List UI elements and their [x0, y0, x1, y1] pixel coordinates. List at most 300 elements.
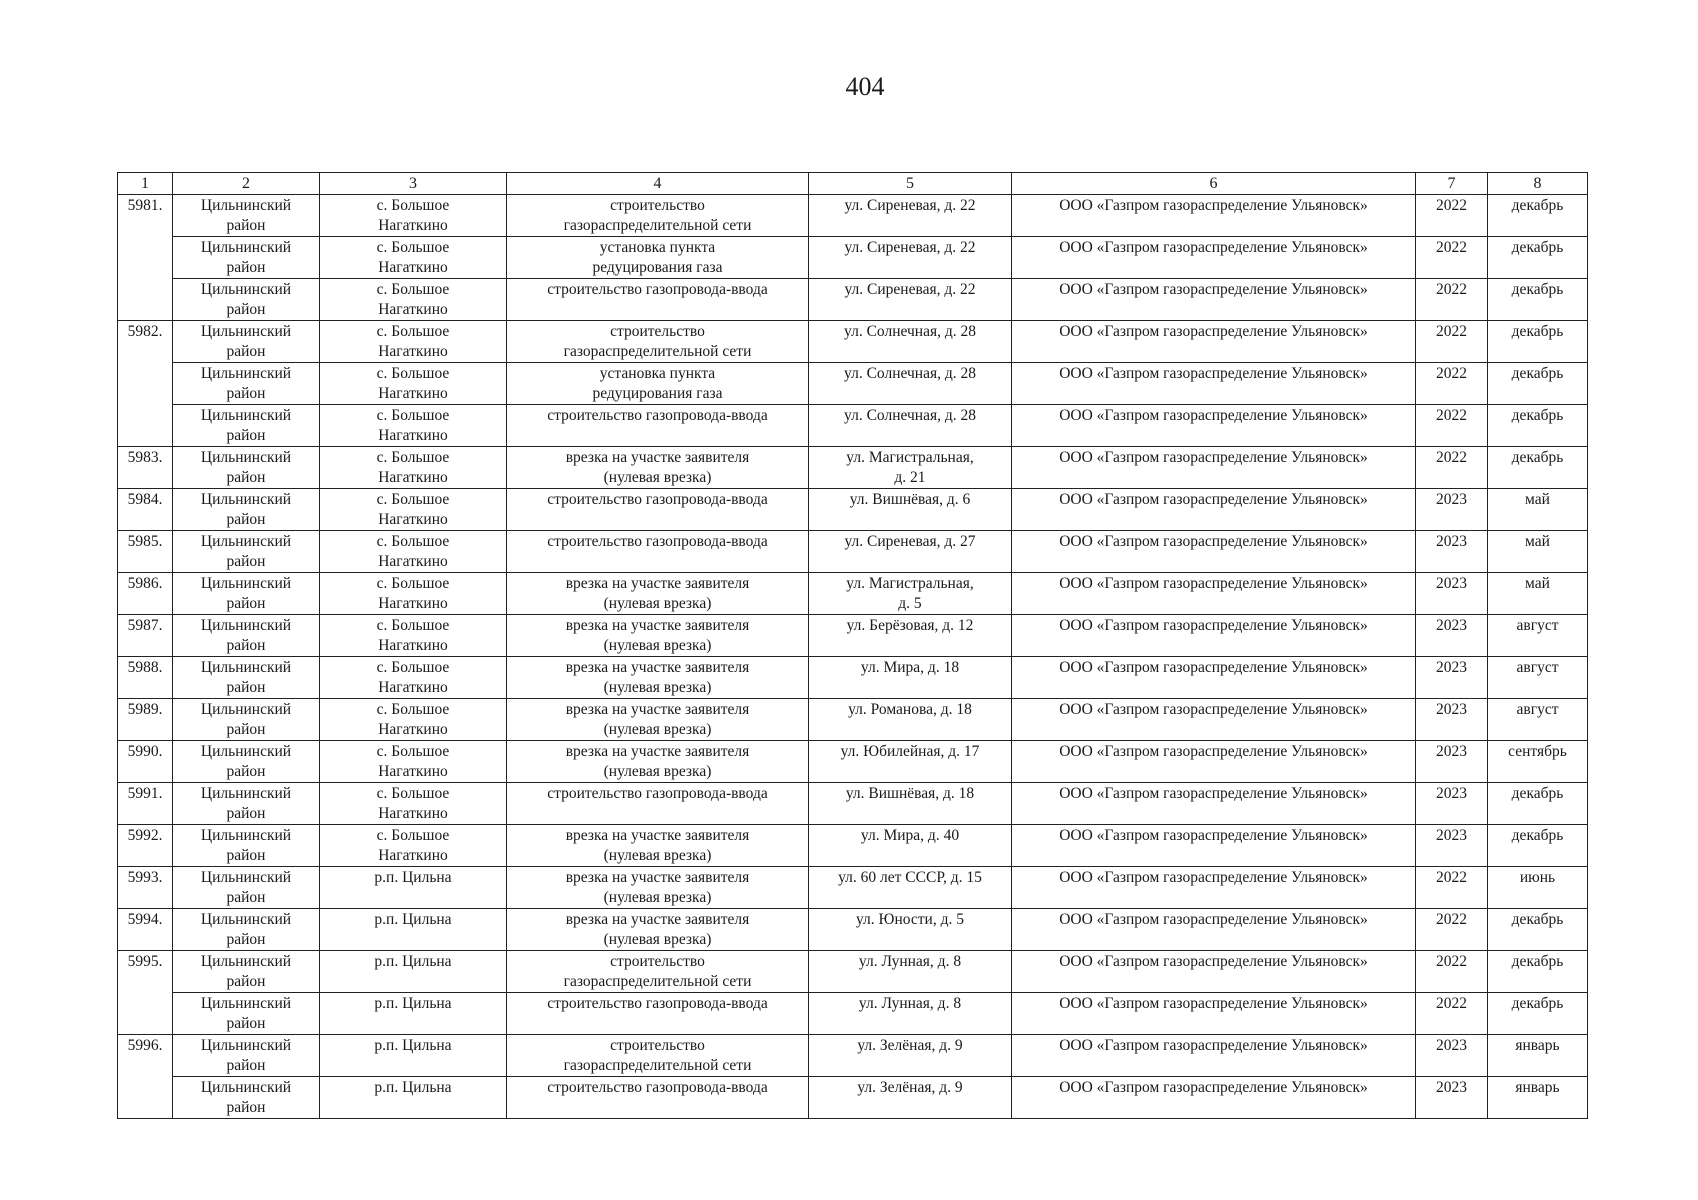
header-col-4: 4 — [507, 173, 809, 195]
address-cell — [809, 1035, 1012, 1077]
district-cell-line: Цильнинский — [200, 659, 292, 676]
year-cell: 2023 — [1416, 1035, 1488, 1077]
locality-cell-line: с. Большое — [376, 575, 450, 592]
year-cell: 2022 — [1416, 909, 1488, 951]
work-type-cell — [507, 447, 809, 489]
locality-cell-line: с. Большое — [376, 827, 450, 844]
locality-cell-line: Нагаткино — [378, 469, 448, 486]
address-cell-line: ул. Берёзовая, д. 12 — [846, 617, 974, 634]
month-cell: январь — [1488, 1077, 1588, 1119]
locality-cell — [320, 825, 507, 867]
locality-cell — [320, 363, 507, 405]
district-cell-line: район — [226, 847, 266, 864]
address-cell — [809, 615, 1012, 657]
table-row — [118, 657, 1588, 699]
year-cell: 2023 — [1416, 783, 1488, 825]
locality-cell — [320, 741, 507, 783]
address-cell — [809, 867, 1012, 909]
locality-cell-line: р.п. Цильна — [374, 1037, 452, 1054]
work-type-cell-line: врезка на участке заявителя — [565, 743, 750, 760]
work-type-cell — [507, 699, 809, 741]
district-cell — [173, 657, 320, 699]
district-cell — [173, 195, 320, 237]
table-row — [118, 489, 1588, 531]
header-col-8: 8 — [1488, 173, 1588, 195]
district-cell-line: район — [226, 1015, 266, 1032]
district-cell-line: район — [226, 1099, 266, 1116]
address-cell — [809, 489, 1012, 531]
district-cell — [173, 909, 320, 951]
year-cell: 2023 — [1416, 1077, 1488, 1119]
district-cell-line: район — [226, 805, 266, 822]
year-cell: 2022 — [1416, 195, 1488, 237]
work-type-cell-line: строительство газопровода-ввода — [547, 1079, 768, 1096]
row-number-cell: 5991. — [118, 783, 173, 825]
table-row — [118, 237, 1588, 279]
locality-cell-line: Нагаткино — [378, 847, 448, 864]
district-cell-line: район — [226, 553, 266, 570]
district-cell — [173, 573, 320, 615]
address-cell-line: ул. Солнечная, д. 28 — [844, 323, 976, 340]
locality-cell-line: с. Большое — [376, 197, 450, 214]
year-cell: 2022 — [1416, 951, 1488, 993]
locality-cell-line: Нагаткино — [378, 343, 448, 360]
year-cell: 2022 — [1416, 867, 1488, 909]
table-row — [118, 993, 1588, 1035]
work-type-cell-line: строительство газопровода-ввода — [547, 281, 768, 298]
locality-cell-line: с. Большое — [376, 785, 450, 802]
work-type-cell — [507, 531, 809, 573]
table-row — [118, 825, 1588, 867]
row-number-cell — [118, 405, 173, 447]
organization-cell: ООО «Газпром газораспределение Ульяновск» — [1012, 825, 1416, 867]
locality-cell-line: с. Большое — [376, 743, 450, 760]
locality-cell-line: с. Большое — [376, 407, 450, 424]
address-cell — [809, 951, 1012, 993]
work-type-cell — [507, 741, 809, 783]
district-cell — [173, 615, 320, 657]
district-cell-line: район — [226, 511, 266, 528]
month-cell: август — [1488, 699, 1588, 741]
year-cell: 2023 — [1416, 489, 1488, 531]
district-cell — [173, 783, 320, 825]
work-type-cell — [507, 1077, 809, 1119]
locality-cell-line: с. Большое — [376, 323, 450, 340]
district-cell-line: Цильнинский — [200, 365, 292, 382]
district-cell-line: Цильнинский — [200, 449, 292, 466]
locality-cell-line: с. Большое — [376, 449, 450, 466]
address-cell — [809, 741, 1012, 783]
organization-cell: ООО «Газпром газораспределение Ульяновск» — [1012, 615, 1416, 657]
year-cell: 2023 — [1416, 741, 1488, 783]
table-row — [118, 867, 1588, 909]
locality-cell — [320, 405, 507, 447]
work-type-cell-line: установка пункта — [599, 365, 716, 382]
month-cell: июнь — [1488, 867, 1588, 909]
table-row — [118, 699, 1588, 741]
locality-cell-line: Нагаткино — [378, 595, 448, 612]
address-cell-line: ул. Магистральная, — [846, 575, 974, 592]
work-type-cell-line: врезка на участке заявителя — [565, 701, 750, 718]
work-type-cell-line: врезка на участке заявителя — [565, 575, 750, 592]
work-type-cell-line: (нулевая врезка) — [603, 889, 712, 906]
address-cell-line: ул. Лунная, д. 8 — [858, 953, 962, 970]
organization-cell: ООО «Газпром газораспределение Ульяновск» — [1012, 405, 1416, 447]
district-cell-line: Цильнинский — [200, 533, 292, 550]
organization-cell: ООО «Газпром газораспределение Ульяновск» — [1012, 531, 1416, 573]
work-type-cell-line: строительство — [610, 323, 705, 340]
organization-cell: ООО «Газпром газораспределение Ульяновск» — [1012, 741, 1416, 783]
year-cell: 2022 — [1416, 993, 1488, 1035]
month-cell: май — [1488, 531, 1588, 573]
address-cell-line: ул. Сиреневая, д. 27 — [844, 533, 976, 550]
organization-cell: ООО «Газпром газораспределение Ульяновск» — [1012, 867, 1416, 909]
work-type-cell-line: (нулевая врезка) — [603, 637, 712, 654]
locality-cell-line: Нагаткино — [378, 217, 448, 234]
header-row — [118, 173, 1588, 195]
work-type-cell-line: строительство — [610, 953, 705, 970]
district-cell — [173, 1077, 320, 1119]
work-type-cell-line: строительство газопровода-ввода — [547, 407, 768, 424]
row-number-cell: 5986. — [118, 573, 173, 615]
work-type-cell-line: строительство — [610, 1037, 705, 1054]
row-number-cell — [118, 1077, 173, 1119]
district-cell-line: Цильнинский — [200, 911, 292, 928]
district-cell — [173, 489, 320, 531]
work-type-cell-line: (нулевая врезка) — [603, 763, 712, 780]
address-cell-line: ул. Магистральная, — [846, 449, 974, 466]
work-type-cell — [507, 1035, 809, 1077]
locality-cell-line: с. Большое — [376, 659, 450, 676]
address-cell-line: ул. 60 лет СССР, д. 15 — [838, 869, 982, 886]
page-number: 404 — [845, 72, 885, 101]
locality-cell-line: р.п. Цильна — [374, 911, 452, 928]
work-type-cell — [507, 195, 809, 237]
district-cell — [173, 447, 320, 489]
district-cell-line: Цильнинский — [200, 701, 292, 718]
address-cell-line: д. 5 — [898, 595, 922, 612]
month-cell: декабрь — [1488, 993, 1588, 1035]
district-cell-line: Цильнинский — [200, 491, 292, 508]
row-number-cell — [118, 237, 173, 279]
locality-cell — [320, 993, 507, 1035]
organization-cell: ООО «Газпром газораспределение Ульяновск» — [1012, 1035, 1416, 1077]
district-cell-line: район — [226, 385, 266, 402]
locality-cell-line: с. Большое — [376, 239, 450, 256]
work-type-cell-line: строительство газопровода-ввода — [547, 491, 768, 508]
month-cell: август — [1488, 615, 1588, 657]
work-type-cell — [507, 279, 809, 321]
register-table — [117, 172, 1588, 1119]
district-cell-line: район — [226, 889, 266, 906]
month-cell: январь — [1488, 1035, 1588, 1077]
address-cell-line: ул. Мира, д. 18 — [860, 659, 960, 676]
address-cell — [809, 657, 1012, 699]
district-cell-line: Цильнинский — [200, 407, 292, 424]
year-cell: 2023 — [1416, 615, 1488, 657]
work-type-cell — [507, 657, 809, 699]
work-type-cell-line: газораспределительной сети — [563, 973, 752, 990]
district-cell-line: район — [226, 217, 266, 234]
month-cell: май — [1488, 489, 1588, 531]
locality-cell-line: Нагаткино — [378, 763, 448, 780]
organization-cell: ООО «Газпром газораспределение Ульяновск» — [1012, 1077, 1416, 1119]
locality-cell — [320, 447, 507, 489]
district-cell-line: район — [226, 427, 266, 444]
row-number-cell: 5987. — [118, 615, 173, 657]
organization-cell: ООО «Газпром газораспределение Ульяновск» — [1012, 279, 1416, 321]
locality-cell-line: с. Большое — [376, 365, 450, 382]
header-col-1: 1 — [118, 173, 173, 195]
district-cell-line: район — [226, 469, 266, 486]
address-cell — [809, 1077, 1012, 1119]
district-cell — [173, 363, 320, 405]
district-cell-line: Цильнинский — [200, 197, 292, 214]
year-cell: 2023 — [1416, 699, 1488, 741]
organization-cell: ООО «Газпром газораспределение Ульяновск» — [1012, 573, 1416, 615]
row-number-cell: 5994. — [118, 909, 173, 951]
district-cell-line: район — [226, 973, 266, 990]
row-number-cell: 5984. — [118, 489, 173, 531]
header-col-6: 6 — [1012, 173, 1416, 195]
month-cell: декабрь — [1488, 279, 1588, 321]
address-cell — [809, 279, 1012, 321]
locality-cell-line: Нагаткино — [378, 385, 448, 402]
locality-cell — [320, 489, 507, 531]
work-type-cell-line: строительство газопровода-ввода — [547, 533, 768, 550]
month-cell: декабрь — [1488, 447, 1588, 489]
organization-cell: ООО «Газпром газораспределение Ульяновск» — [1012, 993, 1416, 1035]
year-cell: 2022 — [1416, 237, 1488, 279]
locality-cell-line: р.п. Цильна — [374, 995, 452, 1012]
district-cell-line: Цильнинский — [200, 281, 292, 298]
district-cell — [173, 825, 320, 867]
address-cell-line: д. 21 — [894, 469, 926, 486]
locality-cell-line: Нагаткино — [378, 259, 448, 276]
year-cell: 2022 — [1416, 363, 1488, 405]
district-cell-line: Цильнинский — [200, 785, 292, 802]
locality-cell-line: р.п. Цильна — [374, 869, 452, 886]
organization-cell: ООО «Газпром газораспределение Ульяновск» — [1012, 657, 1416, 699]
work-type-cell-line: врезка на участке заявителя — [565, 617, 750, 634]
work-type-cell — [507, 951, 809, 993]
district-cell — [173, 237, 320, 279]
district-cell-line: район — [226, 595, 266, 612]
month-cell: август — [1488, 657, 1588, 699]
address-cell-line: ул. Зелёная, д. 9 — [857, 1037, 963, 1054]
district-cell — [173, 867, 320, 909]
locality-cell-line: Нагаткино — [378, 679, 448, 696]
month-cell: декабрь — [1488, 783, 1588, 825]
table-row — [118, 279, 1588, 321]
work-type-cell — [507, 825, 809, 867]
row-number-cell: 5985. — [118, 531, 173, 573]
year-cell: 2023 — [1416, 825, 1488, 867]
locality-cell-line: с. Большое — [376, 533, 450, 550]
organization-cell: ООО «Газпром газораспределение Ульяновск» — [1012, 321, 1416, 363]
month-cell: декабрь — [1488, 951, 1588, 993]
district-cell — [173, 321, 320, 363]
work-type-cell-line: врезка на участке заявителя — [565, 659, 750, 676]
row-number-cell — [118, 279, 173, 321]
locality-cell-line: Нагаткино — [378, 511, 448, 528]
locality-cell — [320, 321, 507, 363]
row-number-cell: 5993. — [118, 867, 173, 909]
address-cell — [809, 573, 1012, 615]
address-cell — [809, 783, 1012, 825]
district-cell-line: район — [226, 1057, 266, 1074]
locality-cell — [320, 279, 507, 321]
district-cell-line: район — [226, 721, 266, 738]
address-cell-line: ул. Зелёная, д. 9 — [857, 1079, 963, 1096]
district-cell-line: район — [226, 679, 266, 696]
address-cell — [809, 531, 1012, 573]
address-cell-line: ул. Лунная, д. 8 — [858, 995, 962, 1012]
year-cell: 2022 — [1416, 405, 1488, 447]
district-cell-line: Цильнинский — [200, 1037, 292, 1054]
locality-cell-line: Нагаткино — [378, 553, 448, 570]
locality-cell-line: Нагаткино — [378, 805, 448, 822]
table-row — [118, 615, 1588, 657]
district-cell — [173, 405, 320, 447]
district-cell-line: район — [226, 301, 266, 318]
locality-cell — [320, 657, 507, 699]
organization-cell: ООО «Газпром газораспределение Ульяновск» — [1012, 363, 1416, 405]
table-row — [118, 1077, 1588, 1119]
work-type-cell-line: редуцирования газа — [592, 259, 723, 276]
locality-cell — [320, 951, 507, 993]
month-cell: декабрь — [1488, 237, 1588, 279]
work-type-cell — [507, 573, 809, 615]
organization-cell: ООО «Газпром газораспределение Ульяновск» — [1012, 909, 1416, 951]
address-cell-line: ул. Сиреневая, д. 22 — [844, 281, 976, 298]
work-type-cell-line: газораспределительной сети — [563, 217, 752, 234]
month-cell: сентябрь — [1488, 741, 1588, 783]
row-number-cell: 5992. — [118, 825, 173, 867]
work-type-cell-line: (нулевая врезка) — [603, 847, 712, 864]
work-type-cell — [507, 909, 809, 951]
work-type-cell — [507, 405, 809, 447]
locality-cell — [320, 195, 507, 237]
work-type-cell — [507, 783, 809, 825]
work-type-cell — [507, 615, 809, 657]
row-number-cell — [118, 993, 173, 1035]
address-cell-line: ул. Мира, д. 40 — [860, 827, 960, 844]
locality-cell-line: с. Большое — [376, 617, 450, 634]
work-type-cell-line: врезка на участке заявителя — [565, 449, 750, 466]
table-row — [118, 363, 1588, 405]
district-cell — [173, 741, 320, 783]
table-row — [118, 1035, 1588, 1077]
district-cell-line: район — [226, 931, 266, 948]
month-cell: декабрь — [1488, 825, 1588, 867]
table-row — [118, 573, 1588, 615]
address-cell-line: ул. Романова, д. 18 — [848, 701, 972, 718]
month-cell: май — [1488, 573, 1588, 615]
month-cell: декабрь — [1488, 909, 1588, 951]
address-cell — [809, 825, 1012, 867]
work-type-cell-line: установка пункта — [599, 239, 716, 256]
address-cell — [809, 363, 1012, 405]
locality-cell — [320, 615, 507, 657]
row-number-cell: 5990. — [118, 741, 173, 783]
year-cell: 2022 — [1416, 279, 1488, 321]
address-cell — [809, 237, 1012, 279]
work-type-cell-line: редуцирования газа — [592, 385, 723, 402]
work-type-cell-line: врезка на участке заявителя — [565, 827, 750, 844]
address-cell-line: ул. Сиреневая, д. 22 — [844, 197, 976, 214]
locality-cell — [320, 699, 507, 741]
work-type-cell-line: (нулевая врезка) — [603, 679, 712, 696]
district-cell — [173, 531, 320, 573]
locality-cell-line: Нагаткино — [378, 301, 448, 318]
row-number-cell — [118, 363, 173, 405]
year-cell: 2022 — [1416, 321, 1488, 363]
address-cell-line: ул. Юности, д. 5 — [855, 911, 964, 928]
table-row — [118, 783, 1588, 825]
locality-cell — [320, 909, 507, 951]
month-cell: декабрь — [1488, 195, 1588, 237]
organization-cell: ООО «Газпром газораспределение Ульяновск» — [1012, 447, 1416, 489]
district-cell-line: Цильнинский — [200, 827, 292, 844]
locality-cell-line: с. Большое — [376, 281, 450, 298]
work-type-cell-line: строительство газопровода-ввода — [547, 785, 768, 802]
row-number-cell: 5988. — [118, 657, 173, 699]
locality-cell — [320, 867, 507, 909]
work-type-cell-line: врезка на участке заявителя — [565, 869, 750, 886]
district-cell-line: Цильнинский — [200, 575, 292, 592]
organization-cell: ООО «Газпром газораспределение Ульяновск» — [1012, 489, 1416, 531]
work-type-cell-line: газораспределительной сети — [563, 343, 752, 360]
header-col-7: 7 — [1416, 173, 1488, 195]
address-cell — [809, 195, 1012, 237]
row-number-cell: 5982. — [118, 321, 173, 363]
locality-cell — [320, 237, 507, 279]
address-cell — [809, 405, 1012, 447]
district-cell-line: Цильнинский — [200, 323, 292, 340]
locality-cell-line: Нагаткино — [378, 427, 448, 444]
district-cell — [173, 279, 320, 321]
district-cell — [173, 699, 320, 741]
year-cell: 2022 — [1416, 447, 1488, 489]
district-cell-line: Цильнинский — [200, 869, 292, 886]
table-row — [118, 321, 1588, 363]
work-type-cell-line: (нулевая врезка) — [603, 721, 712, 738]
month-cell: декабрь — [1488, 321, 1588, 363]
organization-cell: ООО «Газпром газораспределение Ульяновск» — [1012, 783, 1416, 825]
district-cell — [173, 1035, 320, 1077]
district-cell-line: район — [226, 637, 266, 654]
address-cell — [809, 993, 1012, 1035]
district-cell-line: район — [226, 259, 266, 276]
district-cell — [173, 951, 320, 993]
locality-cell-line: р.п. Цильна — [374, 953, 452, 970]
month-cell: декабрь — [1488, 363, 1588, 405]
work-type-cell — [507, 237, 809, 279]
district-cell-line: Цильнинский — [200, 617, 292, 634]
locality-cell-line: с. Большое — [376, 491, 450, 508]
table-row — [118, 531, 1588, 573]
row-number-cell: 5989. — [118, 699, 173, 741]
district-cell-line: район — [226, 343, 266, 360]
work-type-cell — [507, 867, 809, 909]
work-type-cell-line: (нулевая врезка) — [603, 931, 712, 948]
address-cell — [809, 699, 1012, 741]
district-cell-line: Цильнинский — [200, 743, 292, 760]
row-number-cell: 5996. — [118, 1035, 173, 1077]
table-row — [118, 951, 1588, 993]
row-number-cell: 5983. — [118, 447, 173, 489]
